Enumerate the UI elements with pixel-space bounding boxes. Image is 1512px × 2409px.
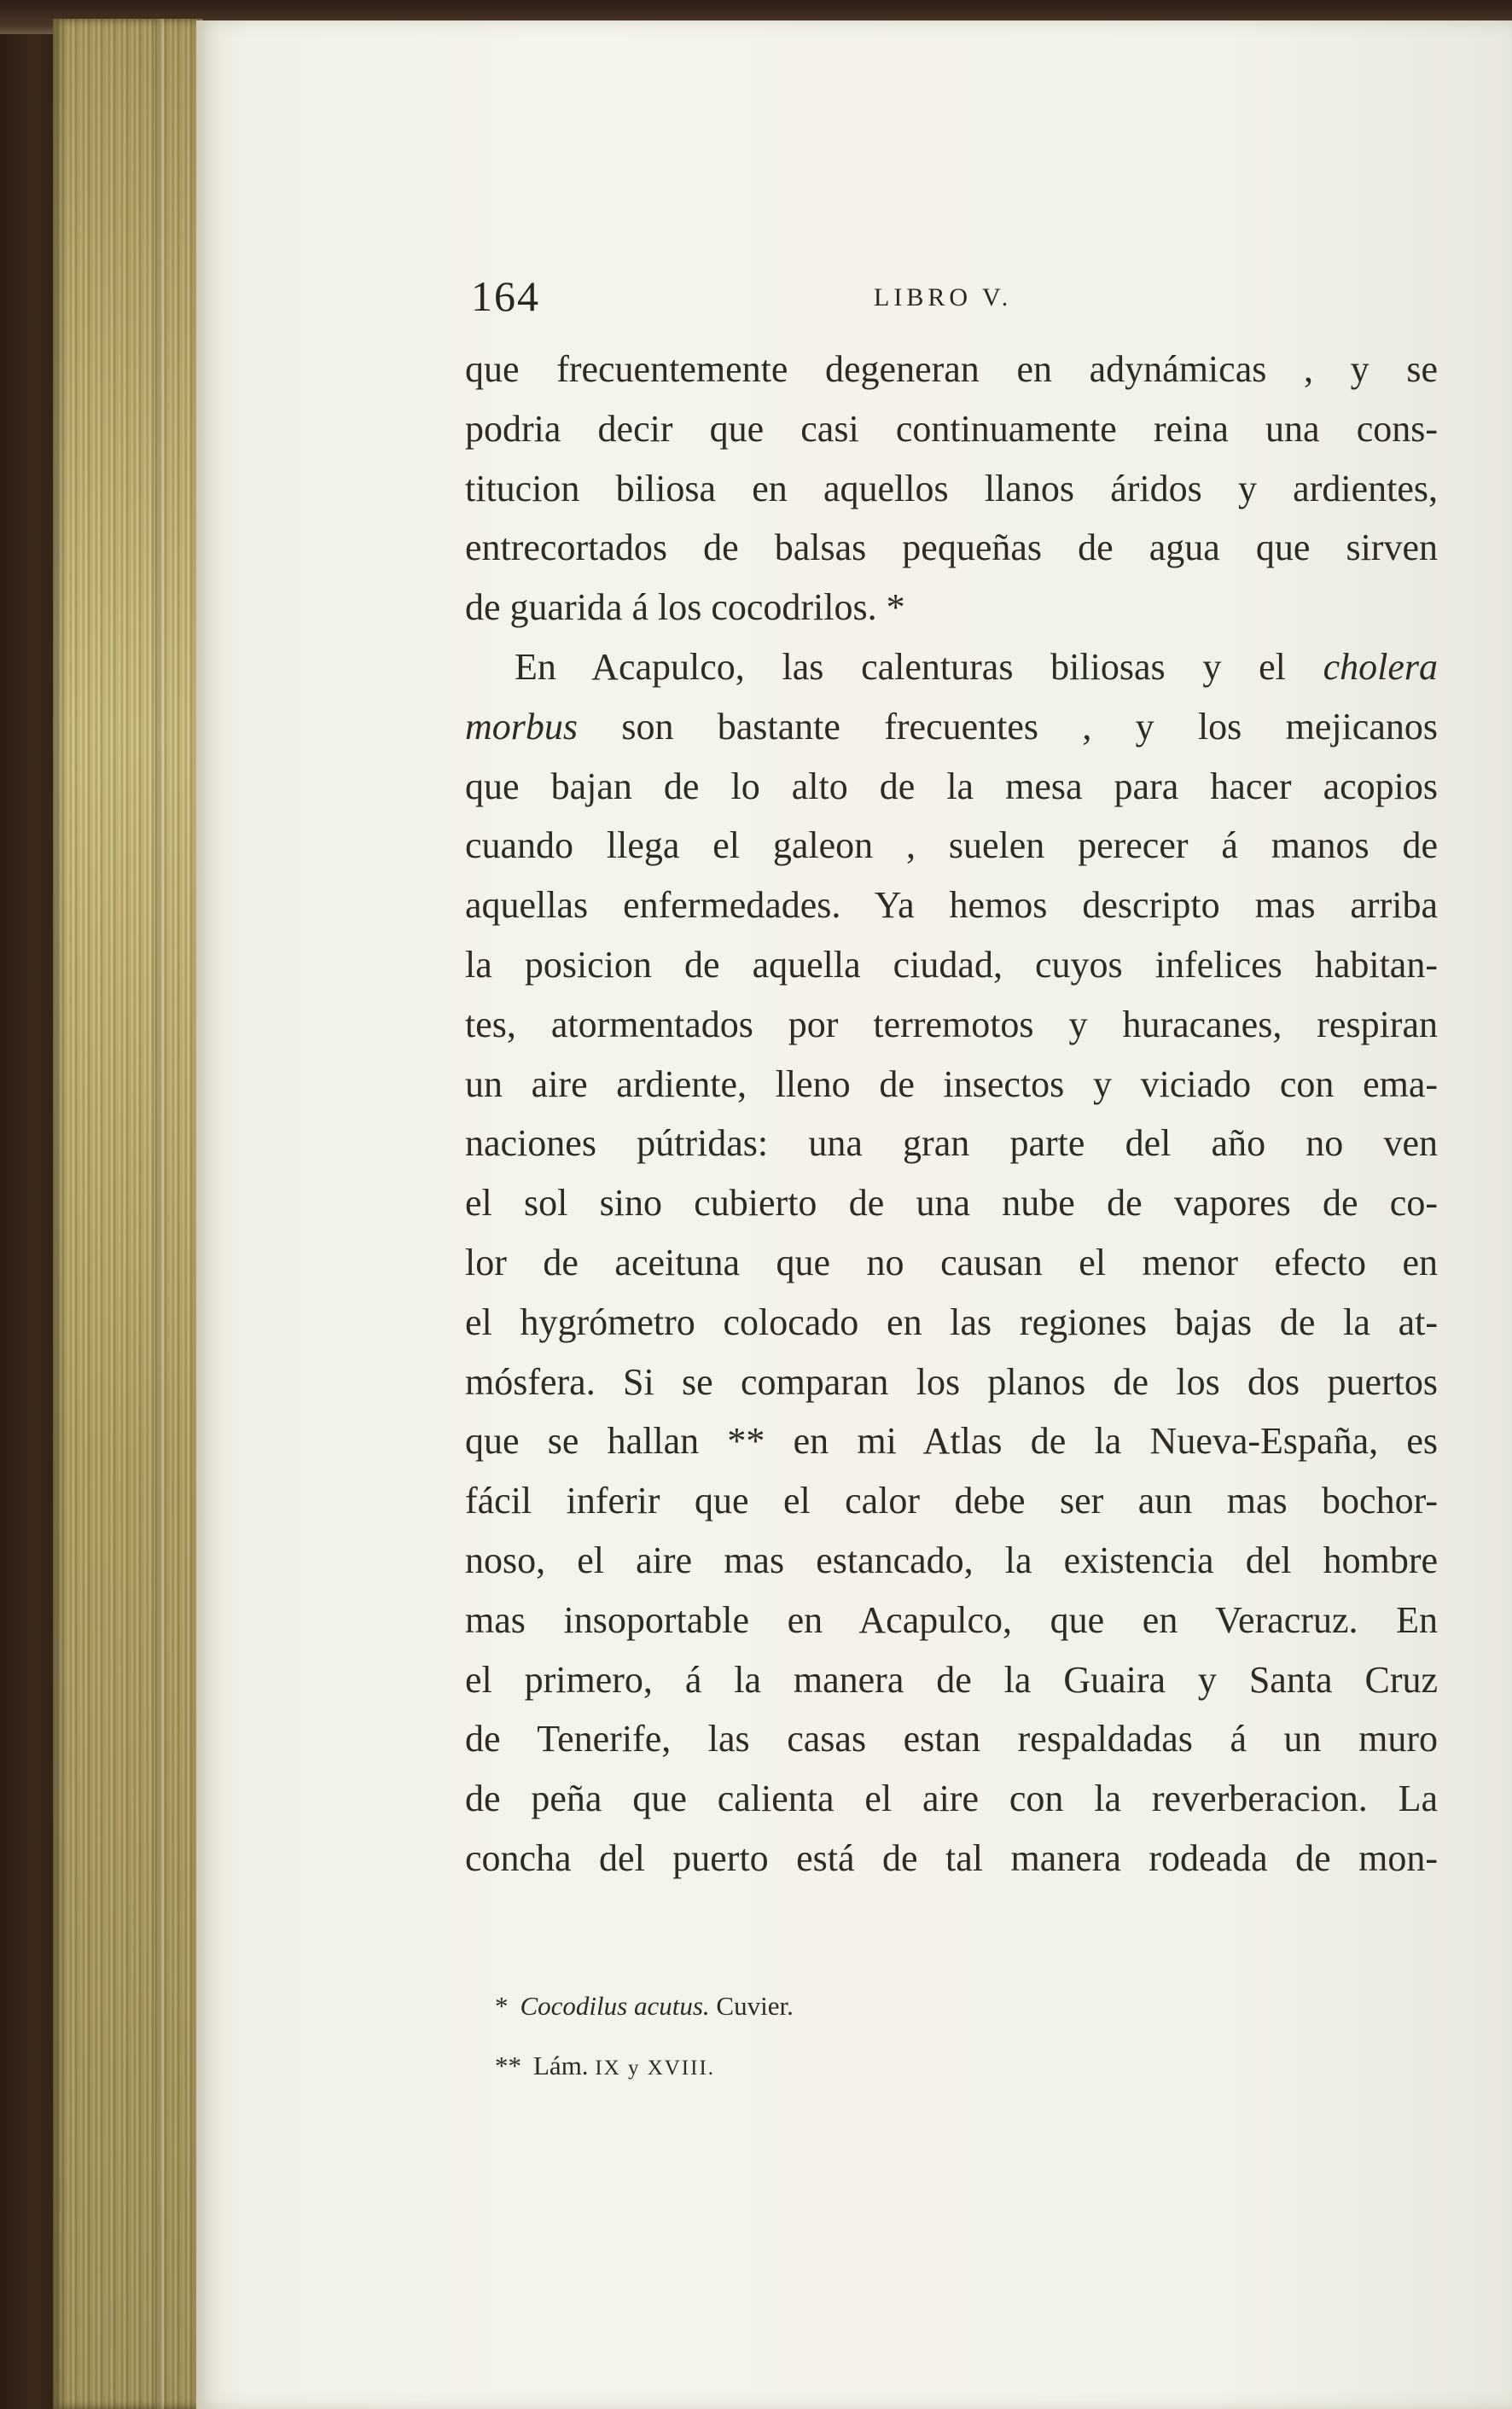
footnote-1 [495, 1976, 1348, 2036]
footnote-italic: Cocodilus acutus. [520, 1991, 710, 2021]
text-line [465, 697, 1438, 757]
footnote-2 [495, 2036, 1348, 2096]
running-head: LIBRO V. [874, 283, 1013, 311]
text-line: mas insoportable en Acapulco, que en Veracruz. En [465, 1598, 1438, 1641]
footnote-text: Lám. [533, 2051, 596, 2080]
text-line: el primero, á la manera de la Guaira y Santa Cruz [465, 1658, 1438, 1701]
text-line: que frecuentemente degeneran en adynámicas , y se [465, 348, 1438, 390]
page-number: 164 [471, 272, 540, 320]
text-line: aquellas enfermedades. Ya hemos descripto mas arriba [465, 884, 1438, 927]
text-line: fácil inferir que el calor debe ser aun mas bochor- [465, 1480, 1438, 1522]
italic-term: cholera [1323, 645, 1438, 688]
text-line: el sol sino cubierto de una nube de vapores de co- [465, 1182, 1438, 1225]
text-line: que se hallan ** en mi Atlas de la Nueva-España, es [465, 1420, 1438, 1463]
text-line: concha del puerto está de tal manera rodeada de mon- [465, 1836, 1438, 1879]
text-line: de guarida á los cocodrilos. * [465, 586, 905, 629]
footnote-marker: * [495, 1991, 509, 2021]
text-line: noso, el aire mas estancado, la existencia del hombre [465, 1539, 1438, 1581]
footnote-small-caps: IX y XVIII. [595, 2057, 716, 2080]
text-line: podria decir que casi continuamente reina una cons- [465, 407, 1438, 450]
text-line: de peña que calienta el aire con la reverberacion. La [465, 1778, 1438, 1820]
text-line: que bajan de lo alto de la mesa para hacer acopios [465, 765, 1438, 807]
footnote-marker: ** [495, 2051, 521, 2080]
body-text [465, 340, 1438, 1888]
text-line: el hygrómetro colocado en las regiones bajas de la at- [465, 1301, 1438, 1343]
text-line [465, 637, 1438, 697]
italic-term: morbus [465, 705, 579, 748]
text-line: un aire ardiente, lleno de insectos y viciado con ema- [465, 1062, 1438, 1105]
page-header [471, 271, 1452, 331]
text-line: la posicion de aquella ciudad, cuyos infelices habitan- [465, 943, 1438, 986]
text-line: tes, atormentados por terremotos y huracanes, respiran [465, 1003, 1438, 1045]
text-run: son bastante frecuentes , y los mejicanos [578, 705, 1438, 748]
gilded-page-edges [53, 19, 203, 2409]
text-line: cuando llega el galeon , suelen perecer á manos de [465, 824, 1438, 867]
text-line: entrecortados de balsas pequeñas de agua que sirven [465, 527, 1438, 569]
text-line: mósfera. Si se comparan los planos de los dos puertos [465, 1360, 1438, 1403]
text-line: titucion biliosa en aquellos llanos áridos y ardientes, [465, 467, 1438, 509]
text-line: de Tenerife, las casas estan respaldadas á un muro [465, 1718, 1438, 1760]
text-run: En Acapulco, las calenturas biliosas y el [515, 645, 1323, 688]
text-line: lor de aceituna que no causan el menor efecto en [465, 1241, 1438, 1283]
text-line: naciones pútridas: una gran parte del año no ven [465, 1122, 1438, 1165]
footnotes [495, 1976, 1348, 2096]
footnote-text: Cuvier. [709, 1991, 794, 2021]
